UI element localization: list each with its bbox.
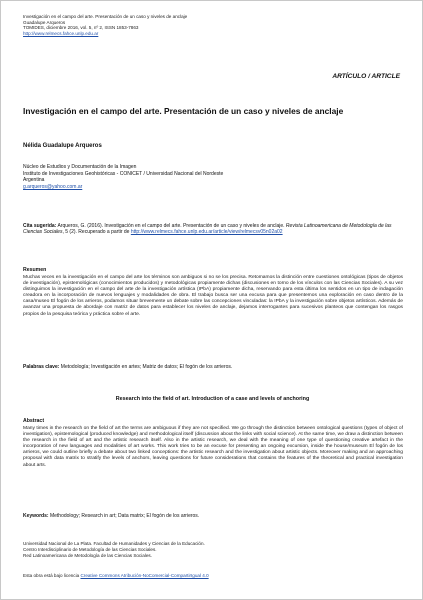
author-affiliation: [23, 164, 383, 190]
keywords: [23, 513, 403, 519]
author-name: Nélida Guadalupe Arqueros: [23, 143, 102, 149]
license-text: Esta obra está bajo licencia: [23, 573, 81, 578]
citation-text: Arqueros, G. (2016). Investigación en el campo del arte. Presentación de un caso y niveles de anclaje.: [56, 223, 286, 229]
affiliation-line: Núcleo de Estudios y Documentación de la Imagen: [23, 164, 137, 170]
footer-line: Universidad Nacional de La Plata. Facultad de Humanidades y Ciencias de la Educación.: [23, 541, 205, 546]
section-label: ARTÍCULO / ARTICLE: [332, 73, 400, 80]
running-head-issue: TOMIDES, diciembre 2016, vol. 5, nº 2, ISSN 1853-7863: [23, 25, 139, 31]
running-head: [23, 14, 283, 36]
resumen-heading: Resumen: [23, 267, 47, 273]
license-note: [23, 573, 403, 578]
affiliation-country: Argentina: [23, 177, 45, 184]
running-head-title: Investigación en el campo del arte. Presentación de un caso y niveles de anclaje: [23, 14, 188, 19]
footer-line: Centro Interdisciplinario de Metodología de las Ciencias Sociales.: [23, 546, 157, 552]
running-head-link[interactable]: http://www.relmecs.fahce.unlp.edu.ar: [23, 30, 99, 36]
license-link[interactable]: Creative Commons Atribución-NoComercial-CompartirIgual 4.0: [80, 573, 209, 578]
palabras-clave-label: Palabras clave:: [23, 364, 60, 370]
citation-text-after: , 5 (2). Recuperado a partir de: [62, 229, 131, 236]
abstract-text: Many times in the research on the field of art the terms are ambiguous if they are not specified. We go through the distinction between ontological questions (types of object of investigation), epistemological (produced knowledge) and methodological itself (discussion about the links with social science). At the same time, we draw a distinction between the research in the field of art and the artistic research itself. Also in the artistic research, we deal with the meaning of one type of questioning creative artefact in the incorporation of new languages and modalities of art works. This work tries to be an excuse for presenting an ongoing excursion, inside the house/museum El fogón de los arrieros, we could outline briefly a debate about two linked conceptions: the artistic research and the investigation about artistic objects. Moreover making and an approaching proposal with data matrix to stratify the levels of anchors, leaving questions for future considerations that contains the features of the theoretical and practical investigation about arts.: [23, 426, 403, 468]
footer-line: Red Latinoamericana de Metodología de las Ciencias Sociales.: [23, 552, 152, 558]
citation-label: Cita sugerida:: [23, 223, 57, 229]
english-title: Research into the field of art. Introduction of a case and levels of anchoring: [115, 396, 310, 402]
citation-journal: Revista Latinoamericana de Metodología de las Ciencias Sociales: [23, 223, 392, 236]
abstract-heading: Abstract: [23, 418, 45, 424]
affiliation-line: Instituto de Investigaciones Geohistóricas - CONICET / Universidad Nacional del Nordeste: [23, 170, 224, 177]
article-title: Investigación en el campo del arte. Presentación de un caso y niveles de anclaje: [23, 106, 344, 116]
keywords-text: Methodology; Research in art; Data matrix; El fogón de los arrieros.: [48, 513, 200, 519]
resumen-text: Muchas veces en la investigación en el campo del arte los términos son ambiguos si no se los precisa. Retomamos la distinción entre cuestiones ontológicas (tipos de objetos de investigación), epistemológicas (conocimientos producidos) y metodológicas propiamente dichas (discusiones en torno de los vínculos con las Ciencias Sociales). A su vez distinguimos la investigación en el campo del arte de la investigación artística (IPbA) propiamente dicha, reservando para esta última los sentidos en un tipo de indagación creadora en la incorporación de nuevos lenguajes y modalidades de obra. El trabajo busca ser una excusa para que presentemos una exploración en caso dentro de la casa/museo El fogón de los arrieros, podamos situar brevemente un debate sobre las concepciones vinculadas: la IPbA y la investigación sobre objetos artísticos. Además de avanzar una propuesta de abordaje con matriz de datos para establecer los niveles de anclaje, dejamos interrogantes para sucesivos planteos que contengan los rasgos propios de la pesquisa teórica y práctica sobre el arte.: [23, 275, 403, 317]
institution-footer: [23, 541, 283, 558]
running-head-author: Guadalupe Arqueros: [23, 19, 66, 25]
palabras-clave: [23, 364, 403, 370]
keywords-label: Keywords:: [23, 513, 49, 519]
suggested-citation: [23, 223, 403, 236]
citation-link[interactable]: http://www.relmecs.fahce.unlp.edu.ar/article/view/relmecsv05n02a02: [130, 229, 283, 236]
author-email[interactable]: g.arqueros@yahoo.com.ar: [23, 183, 83, 190]
palabras-clave-text: Metodología; Investigación en artes; Matriz de datos; El fogón de los arrieros.: [59, 364, 233, 370]
